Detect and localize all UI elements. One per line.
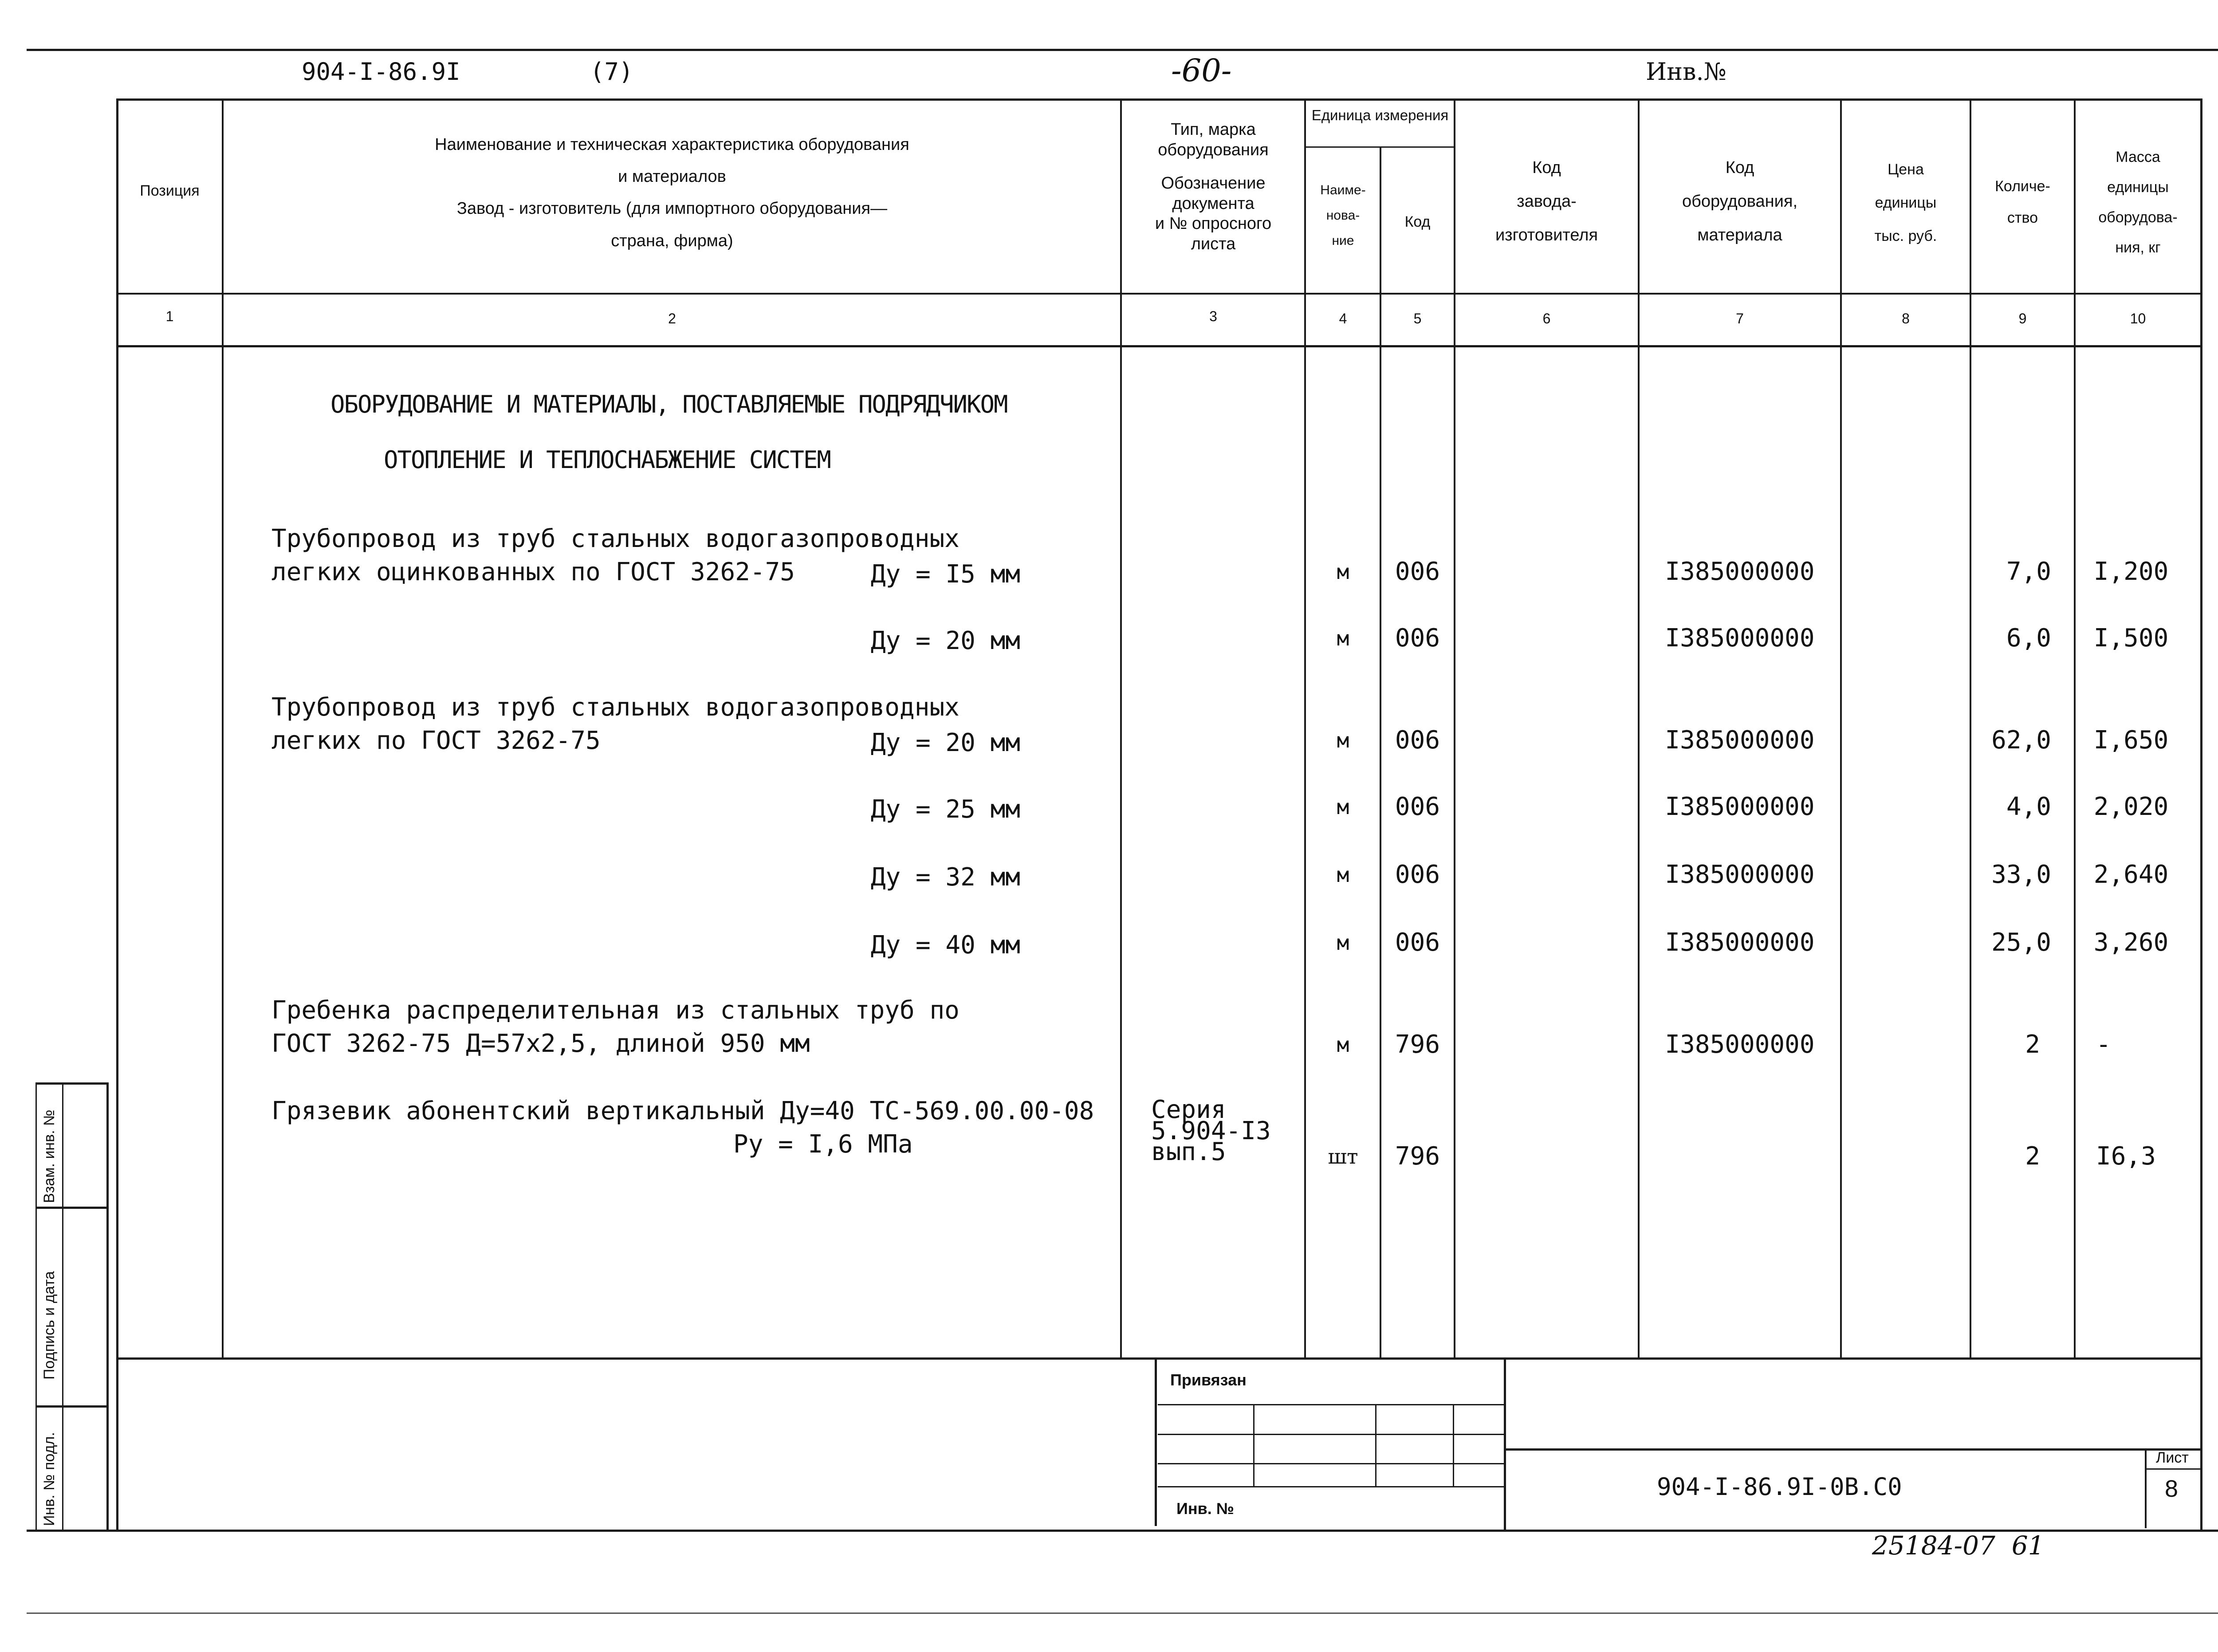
sheet-label: Лист bbox=[2156, 1449, 2189, 1466]
page-bottom-rule bbox=[27, 1613, 2218, 1614]
col-num-5: 5 bbox=[1413, 311, 1422, 326]
header-factory-code: Код завода- изготовителя bbox=[1495, 158, 1598, 244]
stamp-col-a bbox=[1253, 1404, 1255, 1486]
item-1-description-line1: Трубопровод из труб стальных водогазопроводных bbox=[271, 524, 960, 553]
stamp-col-b bbox=[1375, 1404, 1376, 1486]
stamp-row-1 bbox=[1158, 1404, 1504, 1405]
header-position: Позиция bbox=[140, 182, 200, 199]
document-code: 904-I-86.9I-0В.С0 bbox=[1657, 1473, 1902, 1501]
header-type: Тип, марка оборудования Обозначение документа и № опросного листа bbox=[1155, 120, 1272, 253]
row-quantity: 6,0 bbox=[2006, 624, 2051, 653]
col-line-3 bbox=[1304, 98, 1306, 1357]
document-code-top: 904-I-86.9I bbox=[302, 58, 460, 86]
header-unit-group: Единица измерения bbox=[1311, 107, 1449, 123]
side-stamp-left-line bbox=[35, 1082, 37, 1530]
row-unit-code: 006 bbox=[1395, 860, 1440, 889]
row-unit: м bbox=[1337, 863, 1349, 887]
row-material-code: I385000000 bbox=[1665, 928, 1815, 957]
row-material-code: I385000000 bbox=[1665, 624, 1815, 653]
row-mass: 3,260 bbox=[2093, 928, 2169, 957]
part-number: (7) bbox=[590, 58, 633, 86]
row-unit: м bbox=[1337, 795, 1349, 819]
row-mass: I,650 bbox=[2093, 726, 2169, 755]
row-mass: 2,020 bbox=[2093, 792, 2169, 821]
row-quantity: 2 bbox=[2025, 1142, 2040, 1171]
header-mass: Масса единицы оборудова- ния, кг bbox=[2098, 149, 2178, 256]
row-quantity: 25,0 bbox=[1991, 928, 2051, 957]
row-unit: м bbox=[1337, 1033, 1349, 1057]
column-numbers-divider bbox=[118, 345, 2202, 347]
title-block-top bbox=[1506, 1448, 2202, 1451]
item-3-description-line2: ГОСТ 3262-75 Д=57х2,5, длиной 950 мм bbox=[271, 1029, 810, 1058]
col-line-5 bbox=[1454, 98, 1455, 1357]
item-1-description-line2: легких оцинкованных по ГОСТ 3262-75 bbox=[271, 558, 795, 586]
item-2-description-line1: Трубопровод из труб стальных водогазопроводных bbox=[271, 693, 960, 722]
stamp-label-inventory: Инв. № bbox=[1176, 1499, 1234, 1518]
frame-top-line bbox=[27, 49, 2218, 51]
sheet-box-left bbox=[2145, 1448, 2147, 1528]
col-num-4: 4 bbox=[1339, 311, 1347, 326]
header-divider bbox=[118, 293, 2202, 295]
stamp-top-line bbox=[118, 1357, 2202, 1360]
sheet-number: 8 bbox=[2165, 1475, 2179, 1502]
row-unit: шт bbox=[1328, 1145, 1358, 1168]
row-material-code: I385000000 bbox=[1665, 1030, 1815, 1059]
row-mass: I,200 bbox=[2093, 557, 2169, 586]
row-material-code: I385000000 bbox=[1665, 792, 1815, 821]
row-quantity: 62,0 bbox=[1991, 726, 2051, 755]
stamp-label-linked: Привязан bbox=[1170, 1371, 1247, 1389]
row-size: Ду = 32 мм bbox=[870, 863, 1020, 892]
row-unit-code: 006 bbox=[1395, 557, 1440, 586]
col-num-10: 10 bbox=[2130, 311, 2146, 326]
row-quantity: 7,0 bbox=[2006, 557, 2051, 586]
col-num-6: 6 bbox=[1542, 311, 1551, 326]
side-stamp-inner bbox=[62, 1082, 63, 1530]
section-subtitle: ОТОПЛЕНИЕ И ТЕПЛОСНАБЖЕНИЕ СИСТЕМ bbox=[384, 446, 830, 474]
row-size: Ду = 20 мм bbox=[870, 728, 1020, 757]
row-mass: I,500 bbox=[2093, 624, 2169, 653]
side-stamp-top bbox=[35, 1082, 109, 1085]
row-size: Ду = 40 мм bbox=[870, 931, 1020, 960]
row-material-code: I385000000 bbox=[1665, 860, 1815, 889]
frame-top-line-inner bbox=[118, 98, 2202, 101]
row-quantity: 2 bbox=[2025, 1030, 2040, 1059]
row-unit-code: 006 bbox=[1395, 928, 1440, 957]
row-mass: - bbox=[2096, 1030, 2111, 1059]
row-unit: м bbox=[1337, 931, 1349, 955]
side-label-signature-date: Подпись и дата bbox=[41, 1271, 58, 1380]
row-size: Ду = I5 мм bbox=[870, 560, 1020, 589]
col-num-1: 1 bbox=[165, 308, 174, 324]
stamp-col-c bbox=[1453, 1404, 1454, 1486]
col-num-3: 3 bbox=[1209, 308, 1217, 324]
sheet-box-divider bbox=[2146, 1468, 2202, 1470]
section-title: ОБОРУДОВАНИЕ И МАТЕРИАЛЫ, ПОСТАВЛЯЕМЫЕ ПОДРЯДЧИКОМ bbox=[330, 390, 1007, 418]
header-name: Наименование и техническая характеристика оборудования и материалов Завод - изготовитель (для импортного оборудования— страна, фирма) bbox=[435, 135, 909, 250]
row-unit-code: 796 bbox=[1395, 1142, 1440, 1171]
row-unit: м bbox=[1337, 626, 1349, 650]
side-label-replacement-inventory: Взам. инв. № bbox=[41, 1109, 58, 1203]
header-unit-name: Наиме- нова- ние bbox=[1320, 183, 1366, 248]
col-line-1 bbox=[222, 98, 224, 1357]
stamp-row-2 bbox=[1158, 1434, 1504, 1435]
item-4-description-line1: Грязевик абонентский вертикальный Ду=40 ТС-569.00.00-08 bbox=[271, 1097, 1094, 1125]
col-num-8: 8 bbox=[1902, 311, 1910, 326]
col-num-9: 9 bbox=[2018, 311, 2027, 326]
row-unit-code: 006 bbox=[1395, 726, 1440, 755]
header-unit-code: Код bbox=[1404, 213, 1431, 230]
row-material-code: I385000000 bbox=[1665, 557, 1815, 586]
header-quantity: Количе- ство bbox=[1995, 178, 2050, 227]
col-num-2: 2 bbox=[668, 311, 676, 326]
row-unit-code: 006 bbox=[1395, 792, 1440, 821]
row-material-code: I385000000 bbox=[1665, 726, 1815, 755]
frame-right-line bbox=[2200, 98, 2202, 1531]
row-size: Ду = 25 мм bbox=[870, 795, 1020, 824]
item-4-description-line2: Ру = I,6 МПа bbox=[733, 1130, 913, 1159]
page-number: -60- bbox=[1171, 52, 1232, 89]
header-material-code: Код оборудования, материала bbox=[1682, 158, 1798, 244]
side-stamp-right-line bbox=[106, 1082, 109, 1530]
header-unit-price: Цена единицы тыс. руб. bbox=[1874, 161, 1937, 244]
row-unit-code: 796 bbox=[1395, 1030, 1440, 1059]
item-3-description-line1: Гребенка распределительная из стальных труб по bbox=[271, 996, 960, 1025]
row-mass: I6,3 bbox=[2096, 1142, 2156, 1171]
row-mass: 2,640 bbox=[2093, 860, 2169, 889]
row-unit: м bbox=[1337, 560, 1349, 584]
side-stamp-div2 bbox=[35, 1405, 109, 1408]
archive-number: 25184-07 61 bbox=[1872, 1530, 2045, 1561]
item-2-description-line2: легких по ГОСТ 3262-75 bbox=[271, 726, 601, 755]
side-label-original-inventory: Инв. № подл. bbox=[41, 1432, 58, 1526]
stamp-box-right bbox=[1504, 1357, 1506, 1530]
row-size: Ду = 20 мм bbox=[870, 626, 1020, 655]
row-quantity: 33,0 bbox=[1991, 860, 2051, 889]
stamp-row-4 bbox=[1158, 1486, 1504, 1487]
row-unit: м bbox=[1337, 728, 1349, 752]
col-num-7: 7 bbox=[1736, 311, 1744, 326]
inventory-label: Инв.№ bbox=[1646, 58, 1726, 86]
side-stamp-div1 bbox=[35, 1207, 109, 1209]
stamp-row-3 bbox=[1158, 1463, 1504, 1464]
unit-group-divider bbox=[1305, 146, 1455, 148]
col-line-2 bbox=[1120, 98, 1122, 1357]
document-reference: Серия 5.904-I3 вып.5 bbox=[1151, 1095, 1271, 1167]
row-quantity: 4,0 bbox=[2006, 792, 2051, 821]
row-unit-code: 006 bbox=[1395, 624, 1440, 653]
col-line-7 bbox=[1840, 98, 1842, 1357]
stamp-box-left bbox=[1155, 1357, 1157, 1526]
